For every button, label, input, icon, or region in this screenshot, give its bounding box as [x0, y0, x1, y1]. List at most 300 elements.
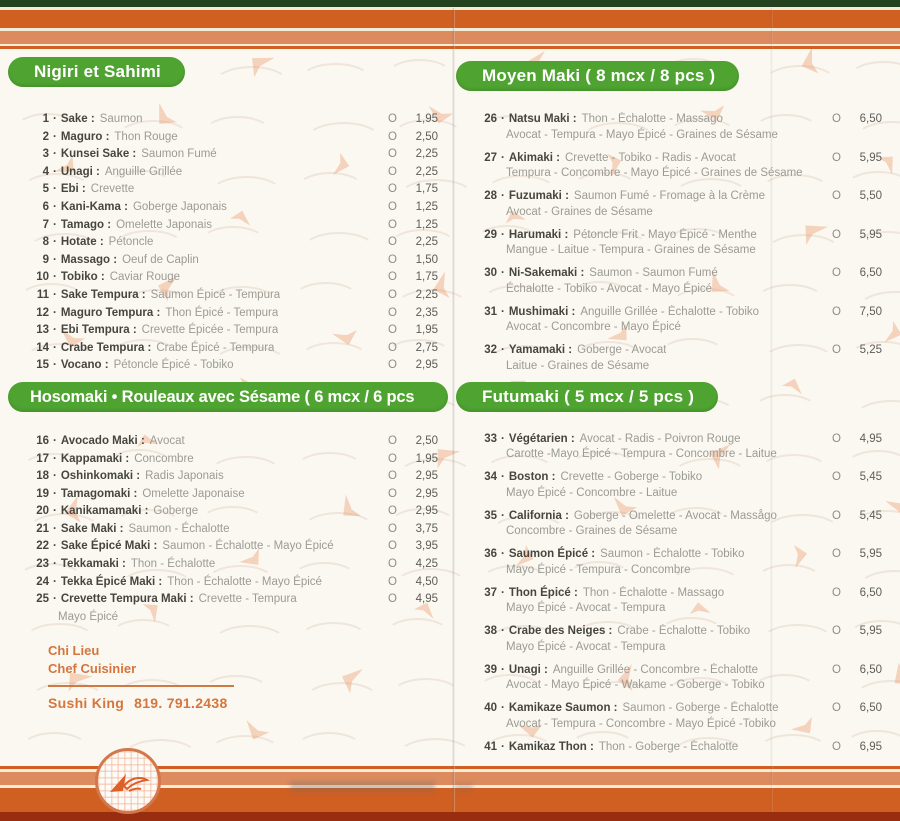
- item-number: 15: [36, 359, 49, 372]
- item-number: 16: [36, 434, 49, 447]
- item-bullet: ·: [53, 558, 57, 571]
- section-header: [8, 382, 448, 412]
- price-value: 2,50: [415, 130, 438, 143]
- menu-item: [32, 503, 438, 521]
- menu-item: [480, 112, 882, 143]
- menu-item: [480, 470, 882, 501]
- menu-item-row: [32, 503, 438, 521]
- menu-item-row: [32, 521, 438, 539]
- item-price: [388, 199, 438, 217]
- order-circle-marker: O: [388, 470, 397, 483]
- item-number: 27: [484, 151, 497, 164]
- order-circle-marker: O: [388, 165, 397, 178]
- section-title: Futumaki ( 5 mcx / 5 pcs ): [482, 386, 695, 406]
- item-bullet: ·: [501, 702, 505, 714]
- order-circle-marker: O: [832, 586, 841, 599]
- item-name: Boston :: [508, 471, 556, 483]
- item-description-line2: Avocat - Mayo Épicé - Wakame - Goberge - Tobiko: [506, 679, 765, 691]
- item-number: 23: [36, 558, 49, 571]
- menu-item-row: [480, 586, 882, 602]
- item-price: [388, 252, 438, 270]
- menu-item-row: [480, 547, 882, 563]
- item-bullet: ·: [53, 359, 57, 372]
- menu-item: [32, 199, 438, 217]
- menu-item-row: [32, 591, 438, 609]
- item-bullet: ·: [53, 148, 57, 161]
- section-items: [8, 111, 448, 375]
- menu-item: [32, 451, 438, 469]
- item-description-line2: Mayo Épicé - Tempura - Concombre: [506, 563, 691, 576]
- price-value: 5,50: [859, 190, 882, 202]
- item-description: Saumon Fumé - Fromage à la Crème: [573, 190, 766, 202]
- item-bullet: ·: [53, 575, 57, 588]
- item-name: Kani-Kama :: [60, 200, 128, 213]
- top-orange-band: [0, 10, 900, 28]
- menu-item-row: [480, 343, 882, 359]
- item-number: 14: [36, 341, 49, 354]
- item-number: 11: [36, 288, 49, 301]
- item-bullet: ·: [53, 487, 57, 500]
- item-bullet: ·: [501, 344, 505, 356]
- item-description: Thon - Échalotte - Massago: [582, 586, 725, 599]
- menu-item: [32, 287, 438, 305]
- price-value: 2,25: [415, 288, 438, 301]
- item-bullet: ·: [53, 324, 57, 337]
- menu-item: [32, 340, 438, 358]
- item-price: [832, 547, 882, 563]
- item-number: 24: [36, 575, 49, 588]
- order-circle-marker: O: [388, 324, 397, 337]
- menu-item-row: [32, 538, 438, 556]
- item-name: Végétarien :: [508, 432, 575, 445]
- item-bullet: ·: [501, 740, 505, 753]
- item-price: [388, 217, 438, 235]
- item-description: Radis Japonais: [145, 470, 224, 483]
- order-circle-marker: O: [832, 740, 841, 753]
- menu-item: [480, 740, 882, 756]
- item-price: [388, 129, 438, 147]
- menu-item-row: [480, 266, 882, 282]
- menu-item: [480, 663, 882, 694]
- price-value: 2,75: [415, 341, 438, 354]
- item-price: [832, 740, 882, 756]
- item-number: 39: [484, 663, 497, 676]
- menu-item: [32, 217, 438, 235]
- item-bullet: ·: [501, 471, 505, 483]
- item-number: 36: [484, 548, 497, 560]
- item-description: Goberge: [153, 505, 199, 518]
- item-name: Saumon Épicé :: [508, 548, 596, 560]
- item-price: [832, 112, 882, 128]
- item-bullet: ·: [53, 434, 57, 447]
- phone-number: 819. 791.2438: [134, 695, 228, 712]
- item-name: Fuzumaki :: [508, 190, 569, 202]
- item-name: Tobiko :: [60, 271, 105, 284]
- order-circle-marker: O: [388, 593, 397, 606]
- restaurant-phone: [48, 695, 448, 711]
- item-price: [388, 181, 438, 199]
- item-name: Maguro :: [60, 130, 110, 143]
- item-description: Goberge - Omelette - Avocat - Massågo: [573, 509, 777, 522]
- order-circle-marker: O: [832, 305, 841, 318]
- item-number: 41: [484, 740, 497, 753]
- item-bullet: ·: [53, 253, 57, 266]
- menu-item: [480, 228, 882, 259]
- item-bullet: ·: [501, 267, 505, 279]
- menu-item-row: [32, 556, 438, 574]
- scan-artifact: [290, 781, 435, 792]
- menu-item-row: [480, 228, 882, 244]
- chef-block: [48, 642, 448, 711]
- item-bullet: ·: [53, 505, 57, 518]
- order-circle-marker: O: [388, 113, 397, 125]
- item-name: Yamamaki :: [508, 344, 573, 356]
- order-circle-marker: O: [388, 148, 397, 161]
- menu-item-row: [32, 322, 438, 340]
- item-price: [388, 574, 438, 592]
- item-price: [388, 164, 438, 182]
- menu-item: [32, 538, 438, 556]
- menu-item-row: [32, 181, 438, 199]
- price-value: 6,50: [859, 267, 882, 279]
- item-description: Pétoncle Épicé - Tobiko: [113, 359, 234, 372]
- item-price: [832, 624, 882, 640]
- menu-item: [32, 181, 438, 199]
- price-value: 2,95: [415, 487, 438, 500]
- menu-item-row: [32, 433, 438, 451]
- section-header: [8, 57, 185, 87]
- menu-item: [480, 266, 882, 297]
- price-value: 2,95: [415, 505, 438, 518]
- menu-item: [32, 234, 438, 252]
- item-price: [388, 503, 438, 521]
- menu-item: [32, 574, 438, 592]
- order-circle-marker: O: [832, 344, 841, 356]
- item-number: 17: [36, 452, 49, 465]
- price-value: 2,95: [415, 470, 438, 483]
- item-description-line2: Échalotte - Tobiko - Avocat - Mayo Épicé: [506, 282, 713, 295]
- menu-item: [32, 164, 438, 182]
- order-circle-marker: O: [388, 452, 397, 465]
- order-circle-marker: O: [388, 236, 397, 249]
- item-name: Tamagomaki :: [60, 487, 138, 500]
- item-bullet: ·: [53, 341, 57, 354]
- item-price: [832, 305, 882, 321]
- menu-item: [480, 432, 882, 463]
- item-bullet: ·: [501, 663, 505, 676]
- item-description: Saumon - Échalotte - Tobiko: [600, 548, 745, 560]
- menu-item: [480, 701, 882, 732]
- menu-item: [32, 269, 438, 287]
- menu-item: [480, 151, 882, 182]
- item-description: Crevette: [90, 183, 135, 196]
- item-description-line2: Avocat - Graines de Sésame: [506, 205, 653, 218]
- item-description-line2: Mayo Épicé - Concombre - Laitue: [506, 486, 678, 499]
- item-price: [388, 111, 438, 129]
- item-name: Crabe Tempura :: [60, 341, 152, 354]
- menu-item: [32, 486, 438, 504]
- item-number: 10: [36, 271, 49, 284]
- section-items: [456, 432, 892, 756]
- item-number: 2: [42, 130, 49, 143]
- menu-item-row: [480, 470, 882, 486]
- menu-item-row: [32, 305, 438, 323]
- item-price: [832, 343, 882, 359]
- item-bullet: ·: [501, 509, 505, 522]
- item-price: [388, 521, 438, 539]
- item-price: [388, 591, 438, 609]
- menu-item-row: [480, 509, 882, 525]
- order-circle-marker: O: [832, 625, 841, 637]
- item-number: 38: [484, 625, 497, 637]
- item-description: Crevette - Tobiko - Radis - Avocat: [564, 151, 736, 164]
- item-price: [388, 340, 438, 358]
- order-circle-marker: O: [388, 218, 397, 231]
- item-description: Pétoncle: [108, 236, 154, 249]
- section-title: Nigiri et Sahimi: [34, 62, 161, 81]
- order-circle-marker: O: [832, 228, 841, 241]
- menu-item-row: [32, 217, 438, 235]
- item-price: [832, 189, 882, 205]
- menu-item: [32, 468, 438, 486]
- item-name: California :: [508, 509, 569, 522]
- item-name: Crabe des Neiges :: [508, 625, 613, 637]
- item-description: Omelette Japonais: [116, 218, 212, 231]
- item-description: Saumon Fumé: [141, 148, 217, 161]
- item-name: Kanikamamaki :: [60, 505, 149, 518]
- menu-item: [32, 129, 438, 147]
- item-description: Avocat - Radis - Poivron Rouge: [579, 432, 741, 445]
- item-name: Mushimaki :: [508, 305, 576, 318]
- sushi-king-logo: [95, 748, 161, 814]
- item-bullet: ·: [53, 306, 57, 319]
- order-circle-marker: O: [832, 113, 841, 125]
- section-title: Moyen Maki ( 8 mcx / 8 pcs ): [482, 66, 716, 85]
- item-number: 32: [484, 344, 497, 356]
- order-circle-marker: O: [388, 540, 397, 553]
- price-value: 5,95: [859, 228, 882, 241]
- menu-item-row: [32, 451, 438, 469]
- order-circle-marker: O: [832, 548, 841, 560]
- item-name: Kamikaz Thon :: [508, 740, 594, 753]
- item-number: 34: [484, 471, 497, 483]
- order-circle-marker: O: [388, 253, 397, 266]
- item-number: 13: [36, 324, 49, 337]
- menu-item-row: [32, 340, 438, 358]
- item-name: Sake Tempura :: [60, 288, 146, 301]
- item-price: [832, 701, 882, 717]
- menu-item-row: [32, 164, 438, 182]
- item-number: 28: [484, 190, 497, 202]
- item-number: 35: [484, 509, 497, 522]
- item-description: Concombre: [134, 452, 194, 465]
- section-hosomaki: [8, 382, 448, 627]
- item-description: Saumon - Saumon Fumé: [589, 267, 718, 279]
- price-value: 5,95: [859, 151, 882, 164]
- menu-page-left: [8, 49, 448, 768]
- item-description: Saumon: [99, 113, 143, 125]
- item-bullet: ·: [53, 113, 57, 125]
- item-description: Caviar Rouge: [109, 271, 181, 284]
- item-description-line2: Concombre - Graines de Sésame: [506, 525, 678, 537]
- chef-name: Chi Lieu: [48, 643, 100, 659]
- menu-item: [32, 252, 438, 270]
- item-description: Thon Épicé - Tempura: [165, 306, 279, 319]
- menu-item-row: [32, 252, 438, 270]
- item-name: Sake Maki :: [60, 522, 124, 535]
- price-value: 2,25: [415, 148, 438, 161]
- item-name: Unagi :: [60, 165, 100, 178]
- item-description: Goberge - Avocat: [577, 344, 667, 356]
- price-value: 7,50: [859, 305, 882, 318]
- item-description: Saumon Épicé - Tempura: [150, 288, 281, 301]
- item-description-line2: Mayo Épicé - Avocat - Tempura: [506, 602, 666, 614]
- item-description: Avocat: [149, 434, 185, 447]
- item-description: Crevette Épicée - Tempura: [141, 324, 279, 337]
- item-bullet: ·: [53, 288, 57, 301]
- item-name: Ebi Tempura :: [60, 324, 137, 337]
- menu-item: [480, 189, 882, 220]
- item-bullet: ·: [53, 165, 57, 178]
- item-number: 40: [484, 702, 497, 714]
- item-bullet: ·: [501, 190, 505, 202]
- price-value: 5,45: [859, 471, 882, 483]
- item-price: [832, 663, 882, 679]
- item-name: Sake :: [60, 113, 95, 125]
- item-price: [388, 146, 438, 164]
- item-description: Thon - Échalotte: [130, 558, 216, 571]
- price-value: 2,95: [415, 359, 438, 372]
- item-name: Ebi :: [60, 183, 86, 196]
- menu-item-row: [32, 574, 438, 592]
- menu-item: [32, 556, 438, 574]
- menu-item-row: [32, 269, 438, 287]
- menu-item: [32, 146, 438, 164]
- menu-item-row: [480, 112, 882, 128]
- item-description: Crevette - Tempura: [198, 593, 297, 606]
- price-value: 1,50: [415, 253, 438, 266]
- item-price: [388, 468, 438, 486]
- section-items: [8, 433, 448, 627]
- item-description: Crabe - Échalotte - Tobiko: [617, 625, 751, 637]
- menu-page-right: [456, 49, 892, 768]
- menu-item: [32, 591, 438, 626]
- order-circle-marker: O: [388, 434, 397, 447]
- menu-item-row: [480, 624, 882, 640]
- price-value: 6,50: [859, 702, 882, 714]
- item-bullet: ·: [501, 548, 505, 560]
- item-name: Vocano :: [60, 359, 109, 372]
- item-price: [388, 538, 438, 556]
- item-price: [388, 357, 438, 375]
- item-bullet: ·: [53, 593, 57, 606]
- price-value: 1,95: [415, 452, 438, 465]
- fish-icon: [106, 764, 150, 798]
- item-description: Saumon - Échalotte - Mayo Épicé: [162, 540, 334, 553]
- menu-item-row: [480, 432, 882, 448]
- price-value: 6,50: [859, 586, 882, 599]
- item-price: [388, 556, 438, 574]
- item-description-line2: Laitue - Graines de Sésame: [506, 359, 650, 372]
- price-value: 4,95: [415, 593, 438, 606]
- price-value: 6,50: [859, 663, 882, 676]
- section-header: [456, 382, 718, 412]
- price-value: 1,95: [415, 324, 438, 337]
- item-name: Oshinkomaki :: [60, 470, 141, 483]
- item-description-line2: Mangue - Laitue - Tempura - Graines de Sésame: [506, 244, 756, 256]
- price-value: 1,75: [415, 183, 438, 196]
- price-value: 2,25: [415, 165, 438, 178]
- item-description: Oeuf de Caplin: [122, 253, 199, 266]
- item-name: Akimaki :: [508, 151, 560, 164]
- order-circle-marker: O: [388, 558, 397, 571]
- item-number: 4: [42, 165, 49, 178]
- price-value: 1,75: [415, 271, 438, 284]
- menu-item: [32, 433, 438, 451]
- item-bullet: ·: [53, 183, 57, 196]
- item-bullet: ·: [53, 130, 57, 143]
- menu-item: [32, 521, 438, 539]
- price-value: 2,50: [415, 434, 438, 447]
- order-circle-marker: O: [832, 432, 841, 445]
- order-circle-marker: O: [832, 509, 841, 522]
- item-description: Thon - Goberge - Échalotte: [598, 740, 739, 753]
- item-number: 1: [42, 113, 49, 125]
- item-description: Thon Rouge: [114, 130, 178, 143]
- price-value: 2,25: [415, 236, 438, 249]
- item-bullet: ·: [501, 228, 505, 241]
- price-value: 2,35: [415, 306, 438, 319]
- order-circle-marker: O: [832, 267, 841, 279]
- item-name: Tamago :: [60, 218, 112, 231]
- item-bullet: ·: [501, 625, 505, 637]
- item-price: [388, 322, 438, 340]
- item-description-line2: Mayo Épicé - Avocat - Tempura: [506, 640, 666, 653]
- item-description: Saumon - Goberge - Échalotte: [622, 702, 779, 714]
- item-description: Goberge Japonais: [132, 200, 227, 213]
- item-name: Sake Épicé Maki :: [60, 540, 158, 553]
- item-price: [832, 470, 882, 486]
- order-circle-marker: O: [832, 702, 841, 714]
- price-value: 6,95: [859, 740, 882, 753]
- price-value: 1,95: [415, 113, 438, 125]
- menu-item-row: [480, 663, 882, 679]
- item-name: Kamikaze Saumon :: [508, 702, 618, 714]
- item-price: [388, 234, 438, 252]
- item-number: 9: [42, 253, 49, 266]
- item-number: 3: [42, 148, 49, 161]
- item-price: [388, 287, 438, 305]
- menu-item-row: [32, 129, 438, 147]
- scan-artifact-small: [455, 783, 473, 791]
- menu-item-row: [32, 146, 438, 164]
- item-name: Tekkamaki :: [60, 558, 126, 571]
- item-name: Kunsei Sake :: [60, 148, 137, 161]
- item-price: [832, 586, 882, 602]
- item-description: Crabe Épicé - Tempura: [156, 341, 275, 354]
- menu-item-row: [32, 357, 438, 375]
- price-value: 4,50: [415, 575, 438, 588]
- item-description: Anguille Grillée - Échalotte - Tobiko: [580, 305, 760, 318]
- menu-item: [480, 586, 882, 617]
- price-value: 3,75: [415, 522, 438, 535]
- menu-item-row: [480, 740, 882, 756]
- item-name: Kappamaki :: [60, 452, 130, 465]
- menu-item-row: [32, 486, 438, 504]
- menu-item: [480, 509, 882, 540]
- price-value: 5,95: [859, 625, 882, 637]
- section-moyen-maki: [456, 61, 892, 374]
